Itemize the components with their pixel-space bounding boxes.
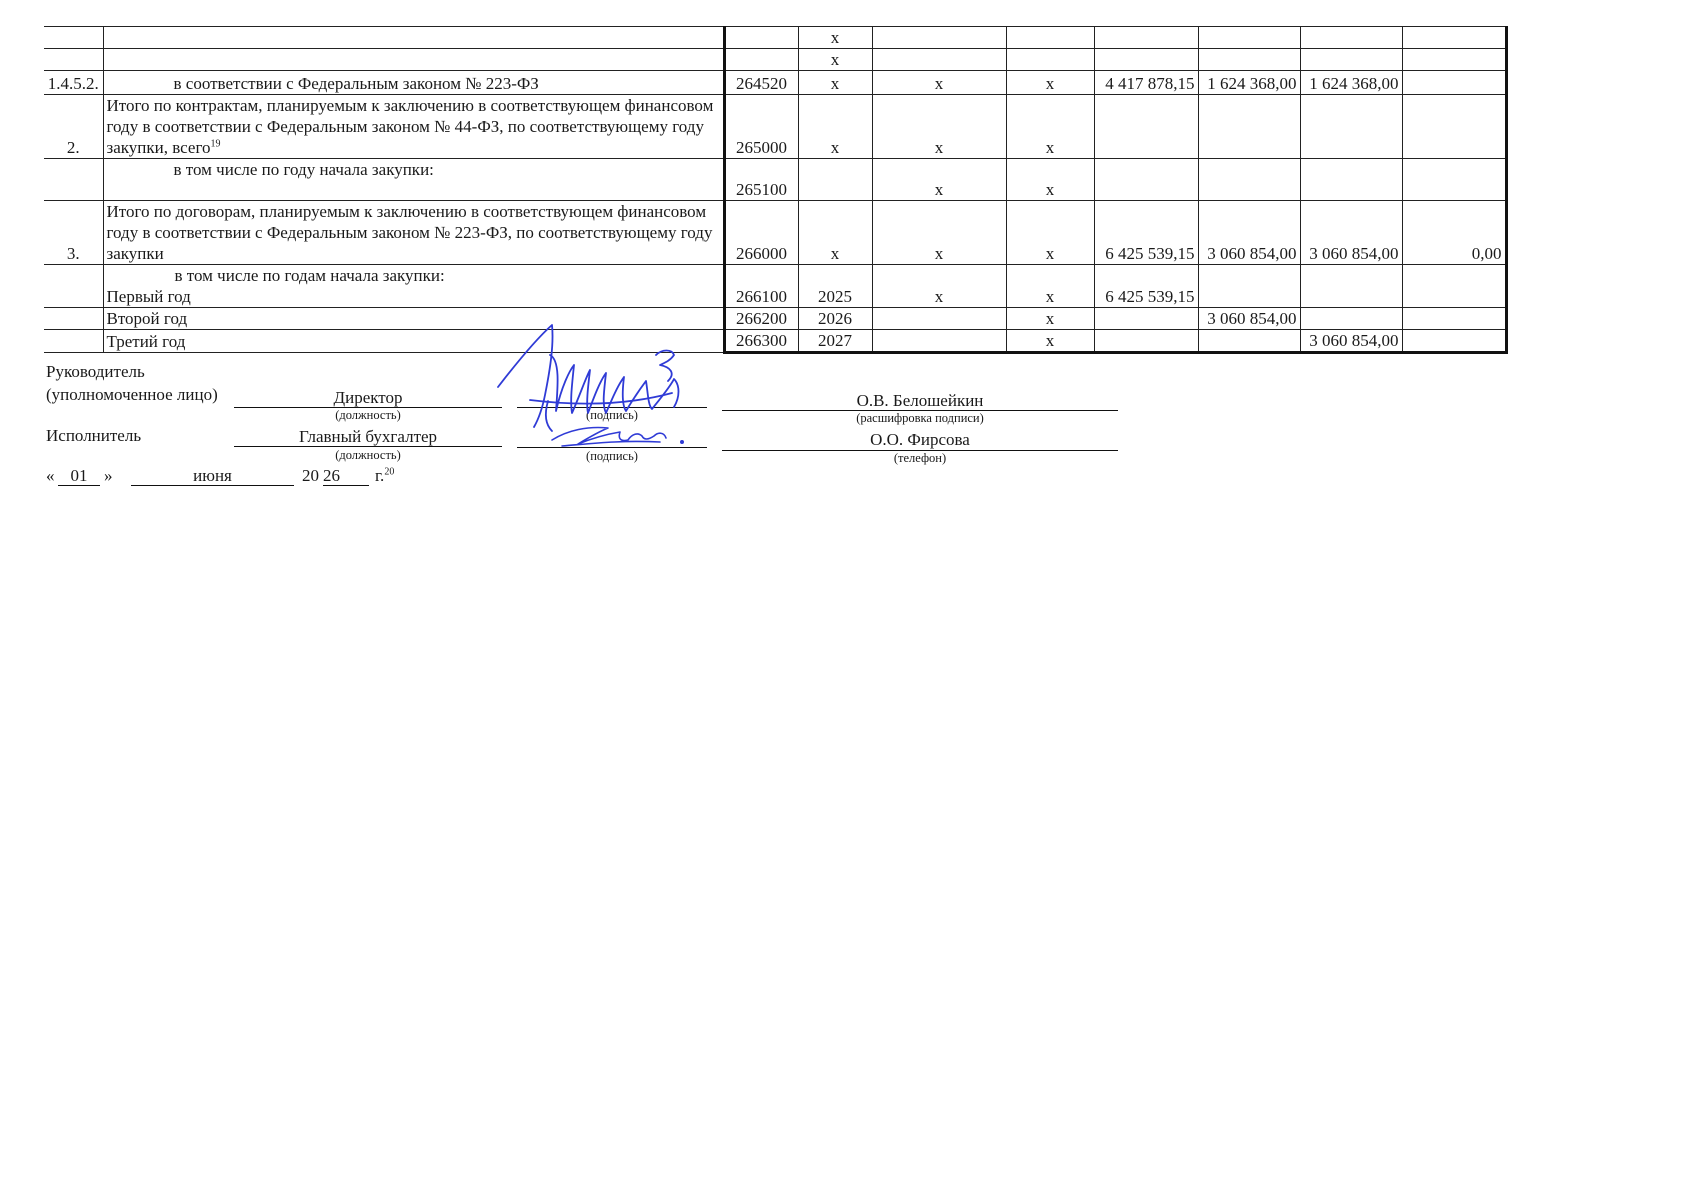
col-amount-4 (1402, 71, 1506, 95)
col-amount-1 (1094, 201, 1198, 265)
col-mark-a-text: x (934, 74, 944, 93)
col-amount-1 (1094, 308, 1198, 330)
row-description (103, 265, 724, 308)
row-code (724, 330, 798, 353)
row-description (103, 27, 724, 49)
col-mark-b (1006, 27, 1094, 49)
row-description-text: Итого по договорам, планируемым к заключению в соответствующем финансовом году в соответствии с Федеральным законом № 223-ФЗ, по соответствующему году закупки (106, 202, 713, 263)
col-year (798, 71, 872, 95)
col-amount-4 (1402, 330, 1506, 353)
col-amount-2 (1198, 201, 1300, 265)
col-mark-a-text: x (934, 287, 944, 306)
row-number-text: 2. (66, 138, 80, 157)
footnote-mark: 19 (210, 138, 221, 150)
col-mark-b-text: x (1045, 138, 1055, 157)
col-year (798, 27, 872, 49)
signature-scribble-executor (548, 418, 688, 450)
row-code (724, 95, 798, 159)
col-amount-4 (1402, 159, 1506, 201)
col-mark-b (1006, 159, 1094, 201)
col-amount-3 (1300, 27, 1402, 49)
col-amount-2 (1198, 308, 1300, 330)
head-signature-caption: (подпись) (586, 408, 638, 422)
row-code-text: 266300 (736, 331, 787, 350)
date-month-line (131, 485, 294, 486)
row-number (44, 71, 103, 95)
executor-position: Главный бухгалтер (298, 427, 438, 446)
col-mark-a (872, 159, 1006, 201)
col-year-text: 2025 (818, 287, 852, 306)
col-mark-b (1006, 95, 1094, 159)
col-mark-a-text: x (934, 244, 944, 263)
table-row (44, 201, 1506, 265)
row-code (724, 201, 798, 265)
executor-position-line (234, 446, 502, 447)
col-amount-2-text: 1 624 368,00 (1207, 74, 1297, 93)
col-mark-b (1006, 308, 1094, 330)
date-day-line (58, 485, 100, 486)
col-mark-a (872, 71, 1006, 95)
table-row (44, 95, 1506, 159)
row-code-text: 266100 (736, 287, 787, 306)
col-amount-4-text: 0,00 (1471, 244, 1502, 263)
row-number-text: 3. (66, 244, 80, 263)
col-amount-1 (1094, 27, 1198, 49)
row-code (724, 49, 798, 71)
col-mark-a-text: x (934, 180, 944, 199)
row-code (724, 159, 798, 201)
col-year (798, 265, 872, 308)
col-amount-1 (1094, 159, 1198, 201)
head-name-caption: (расшифровка подписи) (856, 411, 984, 425)
col-mark-b (1006, 201, 1094, 265)
date-year-suffix: 26 (323, 466, 340, 485)
col-mark-b (1006, 49, 1094, 71)
col-amount-1 (1094, 49, 1198, 71)
row-number (44, 330, 103, 353)
col-amount-1 (1094, 71, 1198, 95)
col-year-text: x (830, 138, 840, 157)
col-amount-4 (1402, 265, 1506, 308)
col-amount-2 (1198, 95, 1300, 159)
col-amount-2 (1198, 27, 1300, 49)
col-year-text: x (830, 50, 840, 69)
col-year (798, 330, 872, 353)
col-year (798, 95, 872, 159)
procurement-summary-table (44, 26, 1508, 354)
col-mark-b-text: x (1045, 74, 1055, 93)
row-description (103, 201, 724, 265)
row-description (103, 71, 724, 95)
col-amount-3 (1300, 159, 1402, 201)
col-amount-2 (1198, 49, 1300, 71)
col-mark-b-text: x (1045, 180, 1055, 199)
row-description (103, 159, 724, 201)
col-year-text: x (830, 28, 840, 47)
col-amount-3-text: 1 624 368,00 (1309, 74, 1399, 93)
col-amount-1 (1094, 95, 1198, 159)
col-mark-b-text: x (1045, 309, 1055, 328)
row-number (44, 159, 103, 201)
row-code-text: 266000 (736, 244, 787, 263)
row-description-text: Третий год (106, 332, 186, 351)
col-mark-a (872, 308, 1006, 330)
head-label: Руководитель (46, 362, 145, 381)
col-mark-a (872, 49, 1006, 71)
col-amount-3-text: 3 060 854,00 (1309, 331, 1399, 350)
col-amount-4 (1402, 95, 1506, 159)
col-mark-b-text: x (1045, 287, 1055, 306)
col-mark-b-text: x (1045, 244, 1055, 263)
col-mark-a-text: x (934, 138, 944, 157)
col-mark-b (1006, 265, 1094, 308)
col-mark-b-text: x (1045, 331, 1055, 350)
col-amount-1 (1094, 265, 1198, 308)
col-amount-1-text: 4 417 878,15 (1105, 74, 1195, 93)
executor-position-caption: (должность) (335, 448, 401, 462)
row-number (44, 265, 103, 308)
table-row (44, 49, 1506, 71)
col-amount-3 (1300, 201, 1402, 265)
row-description-text: в соответствии с Федеральным законом № 223-ФЗ (173, 74, 539, 93)
col-mark-a (872, 265, 1006, 308)
head-position-caption: (должность) (335, 408, 401, 422)
date-close-quote: » (104, 466, 113, 485)
head-name: О.В. Белошейкин (856, 391, 984, 410)
head-label-sub: (уполномоченное лицо) (46, 385, 218, 404)
row-description (103, 95, 724, 159)
executor-name: О.О. Фирсова (870, 430, 970, 449)
row-number (44, 27, 103, 49)
date-month: июня (193, 466, 232, 485)
col-amount-2 (1198, 265, 1300, 308)
executor-signature-caption: (подпись) (586, 449, 638, 463)
table-row (44, 159, 1506, 201)
executor-label: Исполнитель (46, 426, 142, 445)
col-amount-3 (1300, 265, 1402, 308)
col-amount-3 (1300, 308, 1402, 330)
col-amount-3 (1300, 95, 1402, 159)
table-row (44, 265, 1506, 308)
row-description-text: в том числе по году начала закупки: (173, 160, 434, 179)
table-row (44, 308, 1506, 330)
row-code (724, 27, 798, 49)
col-year-text: x (830, 74, 840, 93)
col-amount-1-text: 6 425 539,15 (1105, 287, 1195, 306)
row-description (103, 49, 724, 71)
col-amount-3 (1300, 49, 1402, 71)
date-day: 01 (70, 466, 88, 485)
col-amount-2 (1198, 159, 1300, 201)
row-code-text: 265100 (736, 180, 787, 199)
row-number (44, 308, 103, 330)
col-amount-2-text: 3 060 854,00 (1207, 244, 1297, 263)
col-mark-a (872, 95, 1006, 159)
date-footnote: 20 (384, 466, 395, 478)
col-mark-b (1006, 71, 1094, 95)
row-code-text: 264520 (736, 74, 787, 93)
row-code (724, 265, 798, 308)
date-year-line (323, 485, 369, 486)
col-year (798, 159, 872, 201)
col-amount-4 (1402, 201, 1506, 265)
col-year (798, 308, 872, 330)
col-year (798, 201, 872, 265)
table-row (44, 330, 1506, 353)
col-amount-1-text: 6 425 539,15 (1105, 244, 1195, 263)
col-mark-a (872, 201, 1006, 265)
row-description-text: Второй год (106, 309, 188, 328)
col-amount-3 (1300, 330, 1402, 353)
table-row (44, 71, 1506, 95)
col-year-text: 2027 (818, 331, 852, 350)
col-amount-2-text: 3 060 854,00 (1207, 309, 1297, 328)
row-description-text: Итого по контрактам, планируемым к заключению в соответствующем финансовом году в соответствии с Федеральным законом № 44-ФЗ, по соответствующему году закупки, всего (106, 96, 714, 157)
col-amount-4 (1402, 308, 1506, 330)
col-amount-3 (1300, 71, 1402, 95)
col-amount-4 (1402, 49, 1506, 71)
row-code (724, 308, 798, 330)
date-open-quote: « (46, 466, 55, 485)
col-mark-a (872, 330, 1006, 353)
row-description-heading: в том числе по годам начала закупки: (174, 266, 445, 285)
head-position: Директор (333, 388, 403, 407)
row-code-text: 265000 (736, 138, 787, 157)
col-amount-2 (1198, 71, 1300, 95)
row-description-text: Первый год (106, 287, 191, 306)
row-code-text: 266200 (736, 309, 787, 328)
date-year-prefix: 20 (302, 466, 319, 485)
col-mark-b (1006, 330, 1094, 353)
col-year-text: x (830, 244, 840, 263)
col-amount-4 (1402, 27, 1506, 49)
col-year (798, 49, 872, 71)
col-mark-a (872, 27, 1006, 49)
col-amount-2 (1198, 330, 1300, 353)
row-number-text: 1.4.5.2. (47, 74, 99, 93)
date-year-abbr-wrap (375, 466, 394, 486)
row-number (44, 201, 103, 265)
table-row (44, 27, 1506, 49)
col-amount-3-text: 3 060 854,00 (1309, 244, 1399, 263)
row-code (724, 71, 798, 95)
row-number (44, 95, 103, 159)
col-amount-1 (1094, 330, 1198, 353)
col-year-text: 2026 (818, 309, 852, 328)
row-number (44, 49, 103, 71)
date-year-abbr: г. (375, 466, 385, 485)
phone-caption: (телефон) (893, 451, 947, 465)
